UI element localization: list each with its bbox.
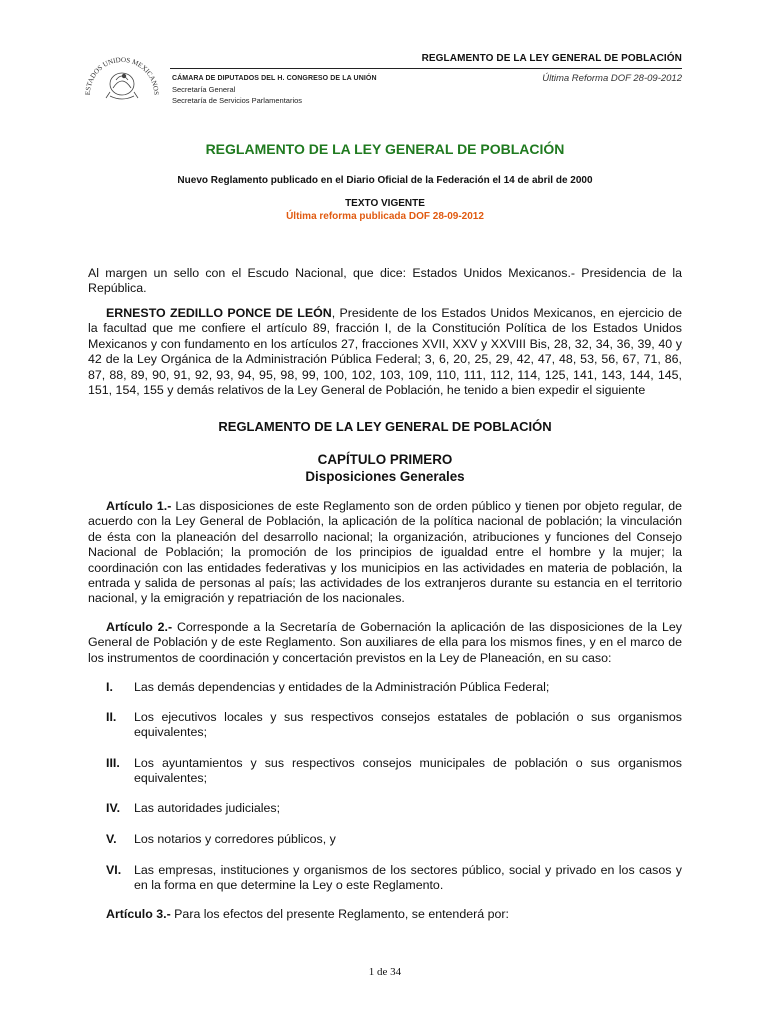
preamble-paragraph [88,306,682,398]
article-1-label: Artículo 1.- [106,499,172,513]
last-reform-notice: Última reforma publicada DOF 28-09-2012 [286,211,484,222]
header-secretaria-general: Secretaría General [172,85,236,94]
article-1-text: Las disposiciones de este Reglamento son de orden público y tienen por objeto regular, de acuerdo con la Ley General de Población, la aplicación de la política nacional de población; la vinculación de ésta con la planeación del desarrollo nacional; la organización, atribuciones y funciones del Consejo Nacional de Población; la promoción de los principios de igualdad entre el hombre y la mujer; la coordinación con las entidades federativas y los municipios en las actividades en materia de población, la entrada y salida de personas al país; las actividades de los extranjeros durante su estancia en el territorio nacional, y la emigración y repatriación de los nacionales. [88,499,682,606]
main-title: REGLAMENTO DE LA LEY GENERAL DE POBLACIÓN [205,141,565,157]
header-last-reform: Última Reforma DOF 28-09-2012 [542,73,682,84]
reglamento-heading: REGLAMENTO DE LA LEY GENERAL DE POBLACIÓN [218,419,552,434]
list-item-text: Las demás dependencias y entidades de la Administración Pública Federal; [134,680,550,694]
list-item-number: I. [106,680,113,694]
article-3-label: Artículo 3.- [106,907,171,921]
header-chamber: CÁMARA DE DIPUTADOS DEL H. CONGRESO DE LA UNIÓN [172,75,377,82]
header-divider [170,68,682,69]
list-item-number: VI. [106,863,122,877]
article-2-text: Corresponde a la Secretaría de Gobernación la aplicación de las disposiciones de la Ley General de Población y de este Reglamento. Son auxiliares de ella para los mismos fines, y en el marco de los instrumentos de coordinación y concertación previstos en la Ley de Planeación, en su caso: [88,620,682,665]
header-secretaria-servicios: Secretaría de Servicios Parlamentarios [172,96,303,105]
national-seal-icon [80,44,164,104]
list-item-text: Los ejecutivos locales y sus respectivos consejos estatales de población o sus organismos equivalentes; [134,710,682,740]
seal-text: ESTADOS UNIDOS MEXICANOS [83,55,161,96]
header-document-title: REGLAMENTO DE LA LEY GENERAL DE POBLACIÓN [421,53,682,64]
header-institution [172,73,377,106]
margin-note-paragraph: Al margen un sello con el Escudo Nacional, que dice: Estados Unidos Mexicanos.- Presidencia de la República. [88,266,682,296]
chapter-heading: CAPÍTULO PRIMERO [317,452,453,467]
list-item-text: Las empresas, instituciones y organismos de los sectores público, social y privado en los casos y en la forma en que determine la Ley o este Reglamento. [134,863,682,893]
list-item-number: II. [106,710,117,724]
list-item-number: III. [106,756,120,770]
article-2-label: Artículo 2.- [106,620,173,634]
article-3-text: Para los efectos del presente Reglamento, se entenderá por: [170,907,509,921]
article-3 [88,907,682,922]
article-1 [88,499,682,607]
article-2 [88,620,682,666]
list-item-number: V. [106,832,117,846]
texto-vigente-label: TEXTO VIGENTE [345,198,425,209]
president-name: ERNESTO ZEDILLO PONCE DE LEÓN [106,306,332,320]
publication-subtitle: Nuevo Reglamento publicado en el Diario Oficial de la Federación el 14 de abril de 2000 [177,175,593,186]
list-item-text: Las autoridades judiciales; [134,801,281,815]
list-item-text: Los notarios y corredores públicos, y [134,832,336,846]
page-number: 1 de 34 [368,966,402,978]
preamble-text: , Presidente de los Estados Unidos Mexicanos, en ejercicio de la facultad que me confiere el artículo 89, fracción I, de la Constitución Política de los Estados Unidos Mexicanos y con fundamento en los artículos 27, fracciones XVII, XXV y XXVIII Bis, 28, 32, 34, 36, 39, 40 y 42 de la Ley Orgánica de la Administración Pública Federal; 3, 6, 20, 25, 29, 42, 47, 48, 53, 56, 67, 71, 86, 87, 88, 89, 90, 91, 92, 93, 94, 95, 98, 99, 100, 102, 103, 109, 110, 111, 112, 114, 125, 141, 143, 144, 145, 151, 154, 155 y demás relativos de la Ley General de Población, he tenido a bien expedir el siguiente [88,306,683,398]
list-item-text: Los ayuntamientos y sus respectivos consejos municipales de población o sus organismos equivalentes; [134,756,682,786]
list-item-number: IV. [106,801,121,815]
chapter-name: Disposiciones Generales [305,469,465,484]
